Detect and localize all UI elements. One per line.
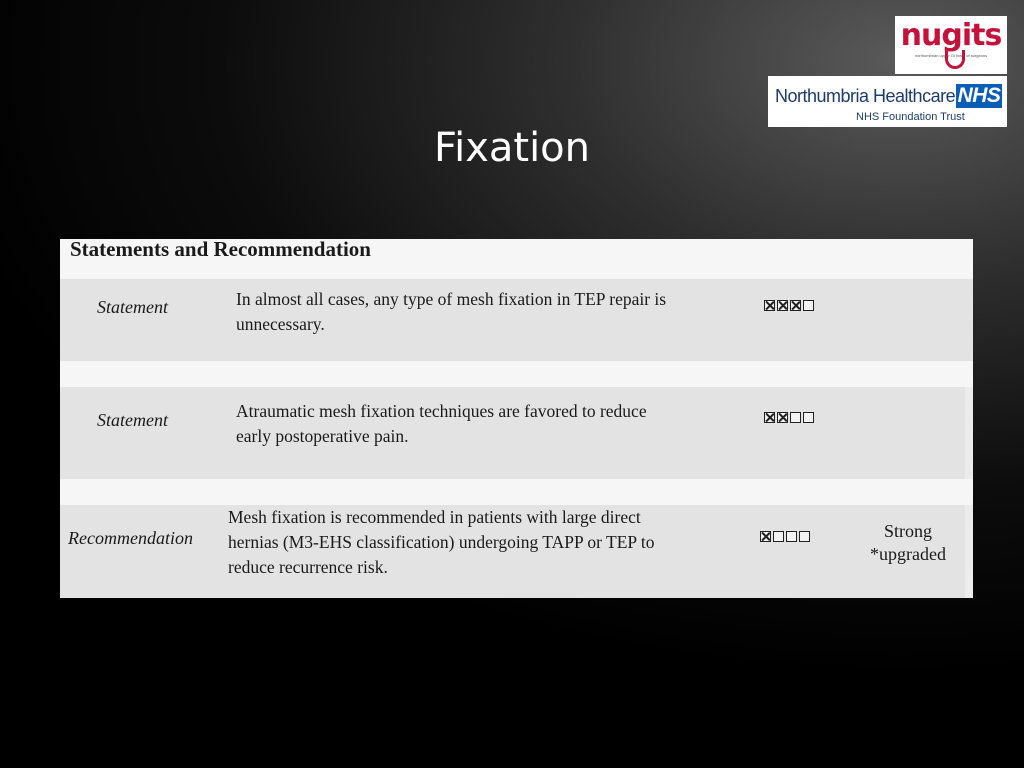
northumbria-healthcare-logo — [768, 76, 1007, 127]
recommendation-strength — [860, 520, 956, 566]
evidence-grade — [764, 300, 814, 311]
grade-box-filled-icon — [764, 412, 775, 423]
row-text-line: early postoperative pain. — [236, 426, 409, 446]
grade-box-filled-icon — [764, 300, 775, 311]
table-heading: Statements and Recommendation — [70, 239, 371, 261]
nugits-swirl-icon — [945, 50, 965, 69]
row-type-label: Statement — [97, 297, 168, 317]
grade-box-empty-icon — [803, 300, 814, 311]
nugits-logo-tagline: northumbrian upper GI team of surgeons — [914, 53, 988, 58]
grade-box-filled-icon — [777, 300, 788, 311]
table-row — [60, 279, 973, 361]
evidence-grade — [760, 531, 810, 542]
slide-title: Fixation — [433, 125, 590, 171]
grade-box-empty-icon — [790, 412, 801, 423]
northumbria-logo-trust: NHS Foundation Trust — [856, 111, 965, 123]
row-text-line: unnecessary. — [236, 314, 325, 334]
strength-line: *upgraded — [870, 544, 946, 564]
table-row — [60, 505, 965, 598]
row-text-line: Atraumatic mesh fixation techniques are favored to reduce — [236, 401, 647, 421]
grade-box-empty-icon — [773, 531, 784, 542]
nugits-logo-wordmark: nugits — [900, 18, 1002, 53]
table-header — [60, 239, 973, 279]
row-type-label: Recommendation — [68, 528, 193, 548]
grade-box-empty-icon — [786, 531, 797, 542]
strength-line: Strong — [883, 521, 932, 541]
recommendations-table-image — [60, 239, 973, 598]
row-text-line: In almost all cases, any type of mesh fixation in TEP repair is — [236, 289, 667, 309]
grade-box-filled-icon — [760, 531, 771, 542]
nugits-logo — [895, 16, 1007, 74]
row-text-line: hernias (M3-EHS classification) undergoing TAPP or TEP to — [228, 532, 655, 552]
nhs-badge-icon: NHS — [957, 84, 1001, 107]
grade-box-filled-icon — [790, 300, 801, 311]
row-type-label: Statement — [97, 410, 168, 430]
row-text-line: reduce recurrence risk. — [228, 557, 388, 577]
grade-box-filled-icon — [777, 412, 788, 423]
table-row — [60, 387, 965, 479]
grade-box-empty-icon — [799, 531, 810, 542]
northumbria-logo-name: Northumbria Healthcare — [775, 86, 956, 106]
grade-box-empty-icon — [803, 412, 814, 423]
row-text-line: Mesh fixation is recommended in patients with large direct — [228, 507, 641, 527]
evidence-grade — [764, 412, 814, 423]
